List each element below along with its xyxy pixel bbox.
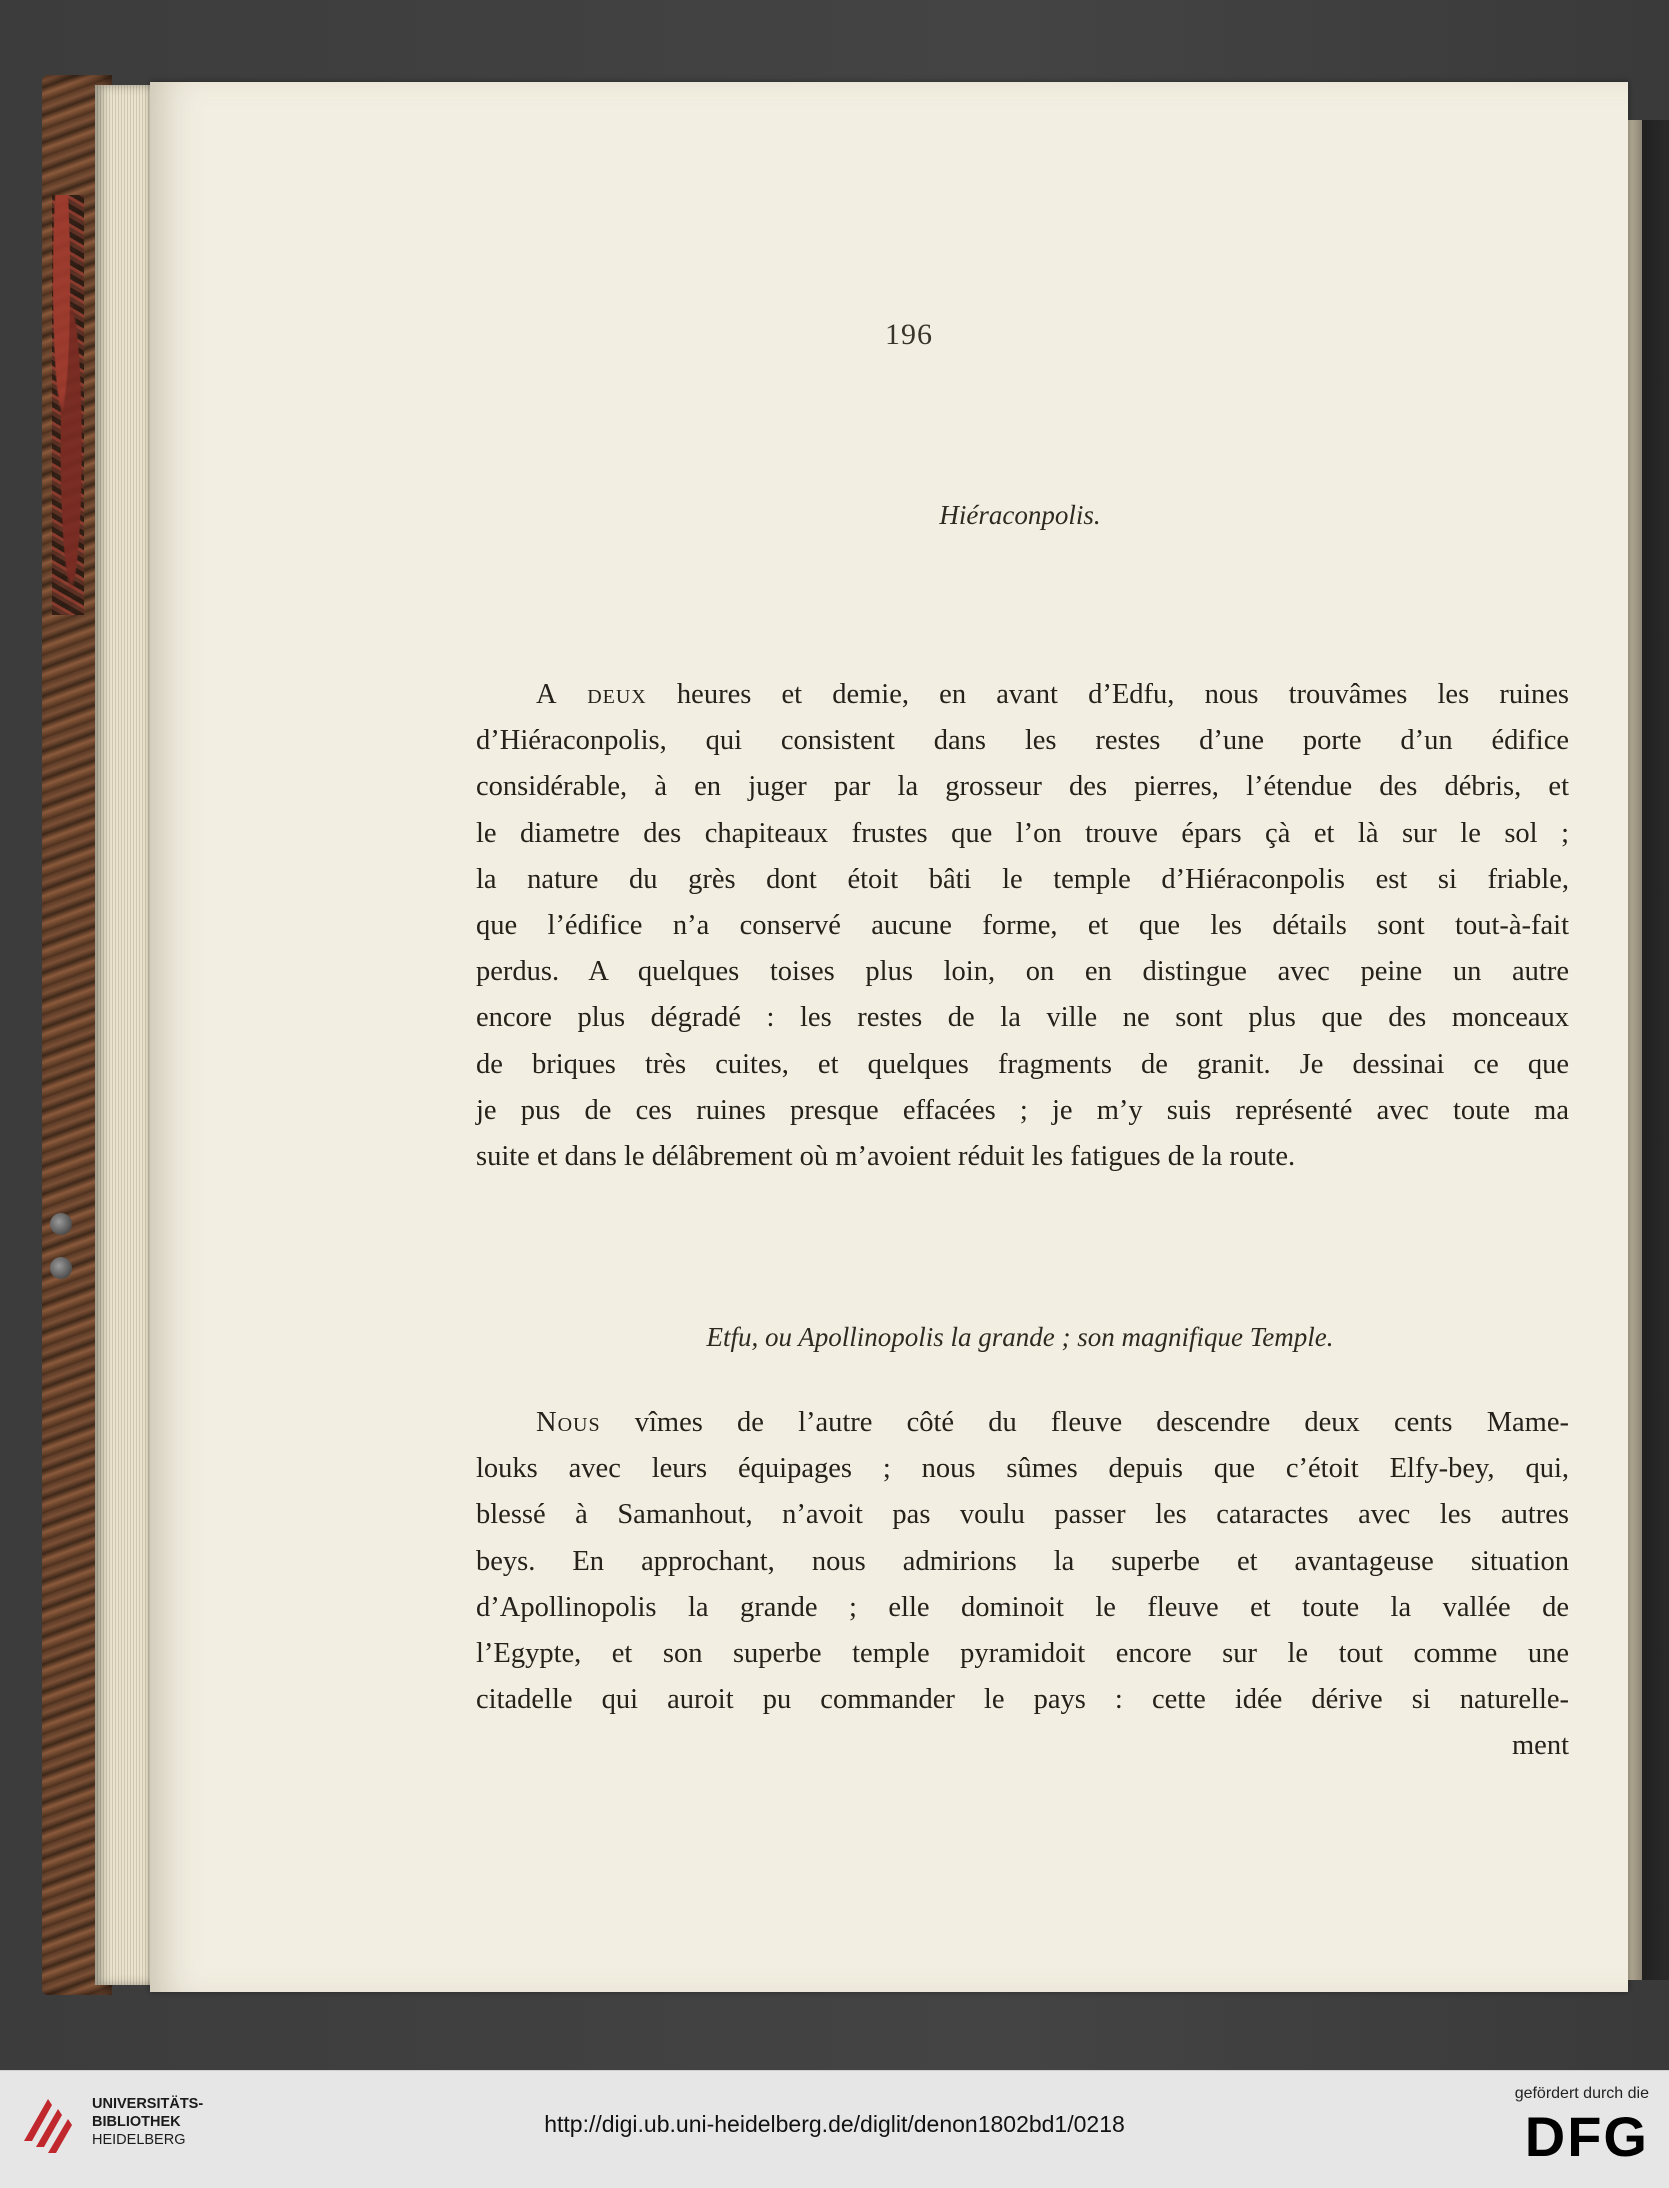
catchword: ment: [1512, 1730, 1569, 1762]
text-line: la nature du grès dont étoit bâti le temple d’Hiéraconpolis est si friable,: [476, 863, 1569, 895]
text-line: citadelle qui auroit pu commander le pays : cette idée dérive si naturelle-: [476, 1684, 1569, 1716]
text-line: suite et dans le délâbrement où m’avoient réduit les fatigues de la route.: [476, 1140, 1296, 1172]
dfg-logo: DFG: [1524, 2105, 1649, 2168]
clasp-bottom: [50, 1257, 72, 1279]
book-page: [150, 82, 1628, 1992]
text-line: considérable, à en juger par la grosseur des pierres, l’étendue des débris, et: [476, 771, 1569, 803]
library-name: UNIVERSITÄTS- BIBLIOTHEK HEIDELBERG: [92, 2096, 204, 2148]
text-line: d’Hiéraconpolis, qui consistent dans les restes d’une porte d’un édifice: [476, 725, 1569, 757]
text-line: le diametre des chapiteaux frustes que l’on trouve épars çà et là sur le sol ;: [476, 817, 1569, 849]
paragraph-hieraconpolis: [476, 672, 1569, 1180]
text-line: A deux heures et demie, en avant d’Edfu, nous trouvâmes les ruines: [536, 679, 1569, 710]
funder-label: gefördert durch die: [1514, 2085, 1649, 2102]
facing-page-edge: [1628, 120, 1669, 1980]
section-title-etfu: Etfu, ou Apollinopolis la grande ; son magnifique Temple.: [706, 1322, 1334, 1352]
page-block-edges: [95, 85, 155, 1985]
permalink-url[interactable]: http://digi.ub.uni-heidelberg.de/diglit/denon1802bd1/0218: [544, 2111, 1125, 2137]
text-line: que l’édifice n’a conservé aucune forme, et que les détails sont tout-à-fait: [476, 909, 1569, 941]
text-line: encore plus dégradé : les restes de la ville ne sont plus que des monceaux: [476, 1002, 1569, 1034]
text-line: de briques très cuites, et quelques fragments de granit. Je dessinai ce que: [476, 1048, 1569, 1080]
text-line: beys. En approchant, nous admirions la superbe et avantageuse situation: [476, 1545, 1569, 1577]
text-line: je pus de ces ruines presque effacées ; je m’y suis représenté avec toute ma: [476, 1094, 1569, 1126]
text-line: Nous vîmes de l’autre côté du fleuve descendre deux cents Mame-: [536, 1407, 1569, 1438]
paragraph-etfu: [476, 1400, 1569, 1770]
text-line: blessé à Samanhout, n’avoit pas voulu passer les cataractes avec les autres: [476, 1499, 1569, 1531]
page-number: 196: [885, 318, 933, 351]
text-line: perdus. A quelques toises plus loin, on en distingue avec peine un autre: [476, 956, 1569, 988]
marbled-paper: [52, 195, 84, 615]
clasp-top: [50, 1213, 72, 1235]
text-line: louks avec leurs équipages ; nous sûmes depuis que c’étoit Elfy-bey, qui,: [476, 1453, 1569, 1485]
section-title-hieraconpolis: Hiéraconpolis.: [939, 500, 1101, 530]
initial-words: Nous: [536, 1407, 601, 1438]
text-line: d’Apollinopolis la grande ; elle dominoit le fleuve et toute la vallée de: [476, 1591, 1569, 1623]
funder-block: [1459, 2085, 1649, 2167]
text-line: l’Egypte, et son superbe temple pyramidoit encore sur le tout comme une: [476, 1637, 1569, 1669]
initial-words: A deux: [536, 679, 647, 710]
digitization-footer: [0, 2070, 1669, 2188]
